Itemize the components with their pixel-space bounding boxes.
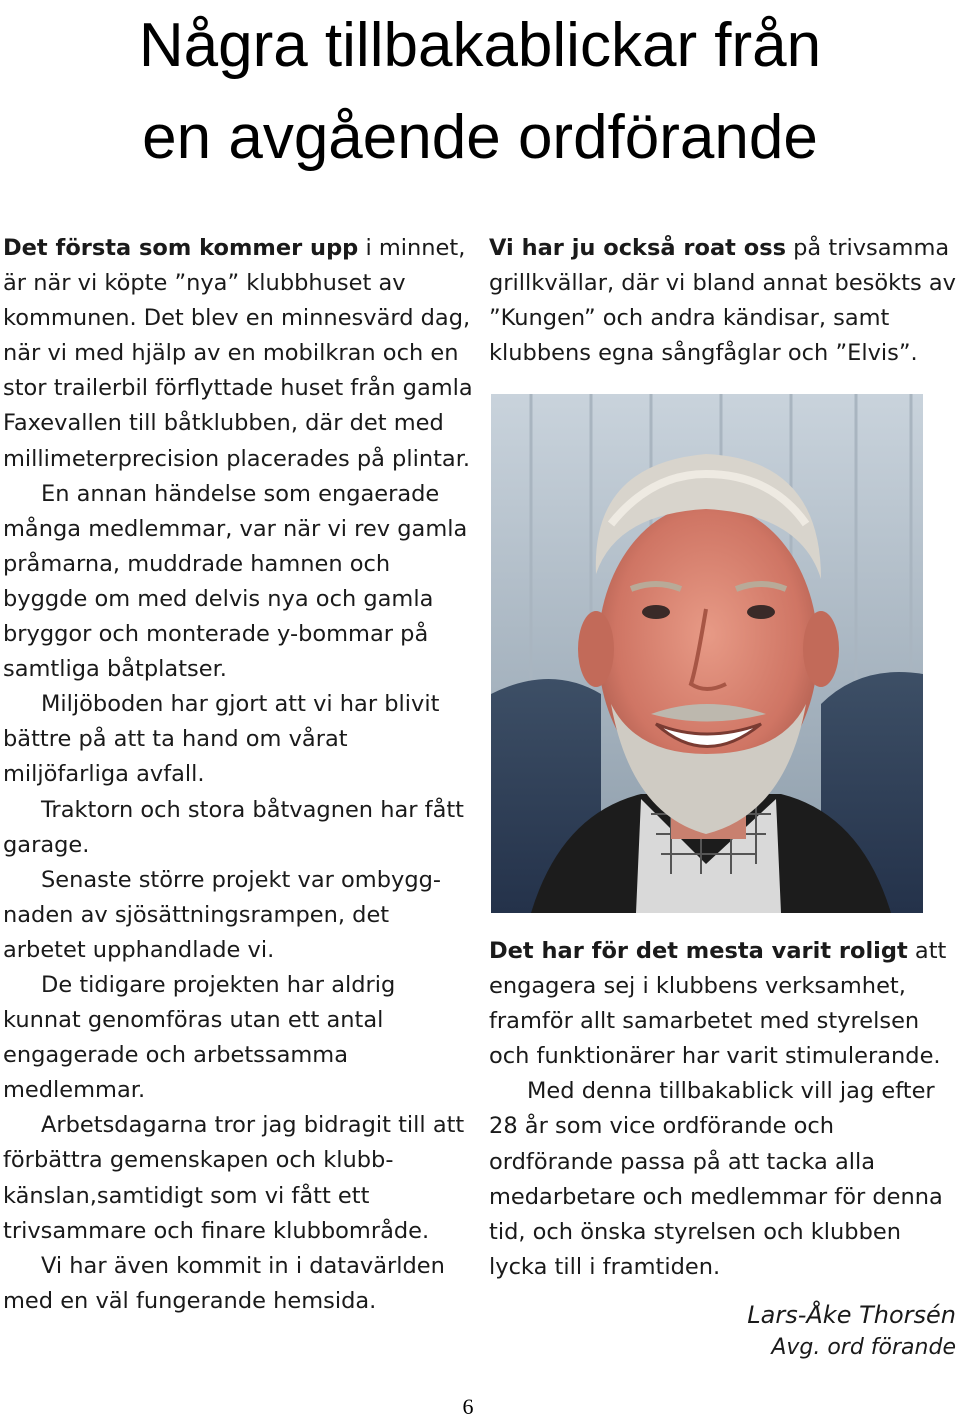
paragraph-harbor: En annan händelse som engaerade många medlemmar, var när vi rev gamla pråmarna, muddrade hamnen och byggde om med delvis nya och gamla bryggor och monterade y-bommar på samtliga båtplatser. [3, 480, 468, 683]
paragraph-text: att engagera sej i klubbens verksamhet, framför allt samarbetet med styrelsen och funktionärer har varit stimulerande. [489, 938, 947, 1070]
paragraph-environment: Miljöboden har gjort att vi har blivit bättre på att ta hand om vårat miljöfarliga avfall. [3, 691, 440, 788]
page-title [0, 0, 960, 184]
lead-in-bold: Vi har ju också roat oss [489, 235, 786, 261]
paragraph-grill-evenings [489, 231, 959, 371]
paragraph-website: Vi har även kommit in i datavärlden med en väl fungerande hemsida. [3, 1252, 445, 1314]
lead-in-bold: Det första som kommer upp [3, 235, 359, 261]
title-line-1: Några tillbakablickar från [138, 11, 822, 80]
title-line-2: en avgående ordförande [142, 103, 818, 172]
left-column [3, 231, 473, 1319]
signature-role: Avg. ord förande [771, 1335, 956, 1360]
signature [747, 1298, 956, 1364]
paragraph-ramp: Senaste större projekt var ombygg-naden av sjösättningsrampen, det arbetet upphandlade vi. [3, 866, 442, 963]
paragraph-thanks: Med denna tillbakablick vill jag efter 28 år som vice ordförande och ordförande passa på att tacka alla medarbetare och medlemmar för denna tid, och önska styrelsen och klubben lycka till i framtiden. [489, 1078, 943, 1280]
portrait-photo [491, 394, 923, 913]
paragraph-garage: Traktorn och stora båtvagnen har fått garage. [3, 796, 465, 858]
lead-in-bold: Det har för det mesta varit roligt [489, 938, 908, 964]
paragraph-clubhouse [3, 231, 473, 477]
paragraph-text: på trivsamma grillkvällar, där vi bland annat besökts av ”Kungen” och andra kändisar, samt klubbens egna sångfåglar och ”Elvis”. [489, 235, 956, 367]
paragraph-fun [489, 934, 959, 1074]
paragraph-workdays: Arbetsdagarna tror jag bidragit till att förbättra gemenskapen och klubb-känslan,samtidigt som vi fått ett trivsammare och finare klubbområde. [3, 1112, 465, 1244]
paragraph-text: i minnet, är när vi köpte ”nya” klubbhuset av kommunen. Det blev en minnesvärd dag, när vi med hjälp av en mobilkran och en stor trailerbil förflyttade huset från gamla Faxevallen till båtklubben, där det med millimeterprecision placerades på plintar. [3, 235, 473, 472]
paragraph-members: De tidigare projekten har aldrig kunnat genomföras utan ett antal engagerade och arbetssamma medlemmar. [3, 971, 396, 1104]
signature-name: Lars-Åke Thorsén [747, 1301, 956, 1329]
page-number: 6 [462, 1394, 474, 1419]
right-column-top [489, 231, 959, 371]
right-column-bottom [489, 934, 959, 1285]
